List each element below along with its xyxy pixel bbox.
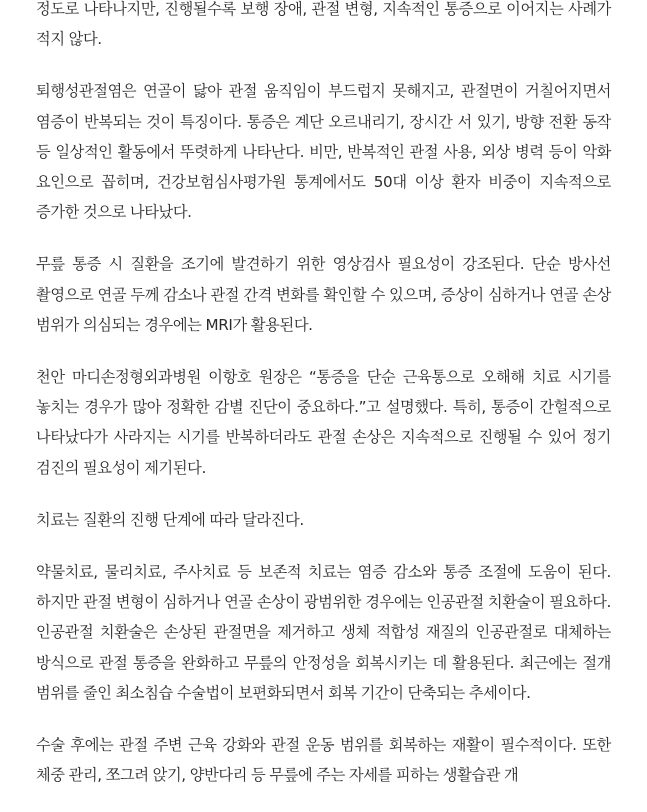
article-body xyxy=(36,0,611,812)
paragraph-doctor-quote: 천안 마디손정형외과병원 이항호 원장은 “통증을 단순 근육통으로 오해해 치료 시기를 놓치는 경우가 많아 정확한 감별 진단이 중요하다.”고 설명했다. 특히, 통증이 간헐적으로 나타났다가 사라지는 시기를 반복하더라도 관절 손상은 지속적으로 진행될 수 있어 정기 검진의 필요성이 제기된다. xyxy=(36,368,611,477)
paragraph-treatment-options: 약물치료, 물리치료, 주사치료 등 보존적 치료는 염증 감소와 통증 조절에 도움이 된다. 하지만 관절 변형이 심하거나 연골 손상이 광범위한 경우에는 인공관절 치환술이 필요하다. 인공관절 치환술은 손상된 관절면을 제거하고 생체 적합성 재질의 인공관절로 대체하는 방식으로 관절 통증을 완화하고 무릎의 안정성을 회복시키는 데 활용된다. 최근에는 절개 범위를 줄인 최소침습 수술법이 보편화되면서 회복 기간이 단축되는 추세이다. xyxy=(36,563,611,702)
paragraph-treatment-intro: 치료는 질환의 진행 단계에 따라 달라진다. xyxy=(36,510,304,529)
paragraph-imaging-tests: 무릎 통증 시 질환을 조기에 발견하기 위한 영상검사 필요성이 강조된다. 단순 방사선 촬영으로 연골 두께 감소나 관절 간격 변화를 확인할 수 있으며, 증상이 심하거나 연골 손상 범위가 의심되는 경우에는 MRI가 활용된다. xyxy=(36,255,611,334)
paragraph-osteoarthritis-overview: 퇴행성관절염은 연골이 닳아 관절 움직임이 부드럽지 못해지고, 관절면이 거칠어지면서 염증이 반복되는 것이 특징이다. 통증은 계단 오르내리기, 장시간 서 있기, 방향 전환 동작 등 일상적인 활동에서 뚜렷하게 나타난다. 비만, 반복적인 관절 사용, 외상 병력 등이 악화 요인으로 꼽히며, 건강보험심사평가원 통계에서도 50대 이상 환자 비중이 지속적으로 증가한 것으로 나타났다. xyxy=(36,82,611,222)
paragraph-symptom-progression: 정도로 나타나지만, 진행될수록 보행 장애, 관절 변형, 지속적인 통증으로 이어지는 사례가 적지 않다. xyxy=(36,0,611,49)
paragraph-rehabilitation: 수술 후에는 관절 주변 근육 강화와 관절 운동 범위를 회복하는 재활이 필수적이다. 또한 체중 관리, 쪼그려 앉기, 양반다리 등 무릎에 주는 자세를 피하는 생활습관 개 xyxy=(36,736,611,785)
